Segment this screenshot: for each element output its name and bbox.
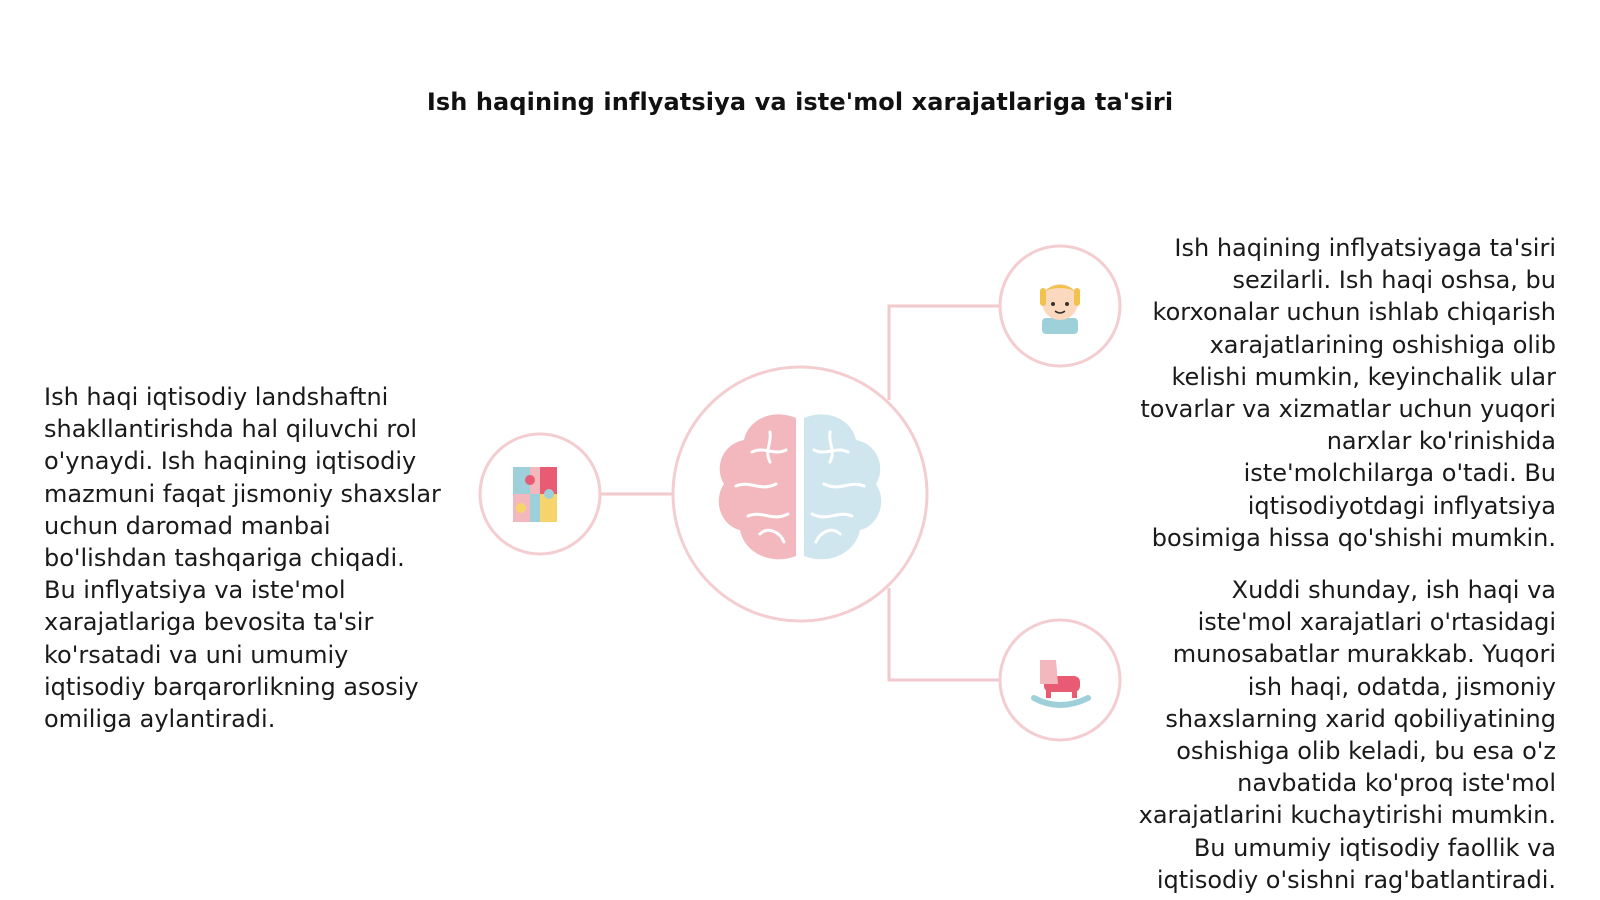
- slide-title: Ish haqining inflyatsiya va iste'mol xarajatlariga ta'siri: [426, 88, 1174, 116]
- right-paragraph-bottom: Xuddi shunday, ish haqi va iste'mol xarajatlari o'rtasidagi munosabatlar murakkab. Yuqori ish haqi, odatda, jismoniy shaxslarning xarid qobiliyatining oshishiga olib keladi, bu esa o'z navbatida ko'proq iste'mol xarajatlarini kuchaytirishi mumkin. Bu umumiy iqtisodiy faollik va iqtisodiy o'sishni rag'batlantiradi.: [1138, 576, 1556, 894]
- connector-bottom-right: [889, 588, 999, 680]
- puzzle-icon: [513, 467, 557, 522]
- connector-top-right: [889, 306, 999, 400]
- right-paragraph-top: Ish haqining inflyatsiyaga ta'siri sezilarli. Ish haqi oshsa, bu korxonalar uchun ishlab chiqarish xarajatlarining oshishiga olib kelishi mumkin, keyinchalik ular tovarlar va xizmatlar uchun yuqori narxlar ko'rinishida iste'molchilarga o'tadi. Bu iqtisodiyotdagi inflyatsiya bosimiga hissa qo'shishi mumkin.: [1140, 234, 1556, 552]
- left-paragraph: Ish haqi iqtisodiy landshaftni shakllantirishda hal qiluvchi rol o'ynaydi. Ish haqining iqtisodiy mazmuni faqat jismoniy shaxslar uchun daromad manbai bo'lishdan tashqariga chiqadi. Bu inflyatsiya va iste'mol xarajatlariga bevosita ta'sir ko'rsatadi va uni umumiy iqtisodiy barqarorlikning asosiy omiliga aylantiradi.: [44, 383, 441, 734]
- child-face-icon: [1040, 284, 1080, 334]
